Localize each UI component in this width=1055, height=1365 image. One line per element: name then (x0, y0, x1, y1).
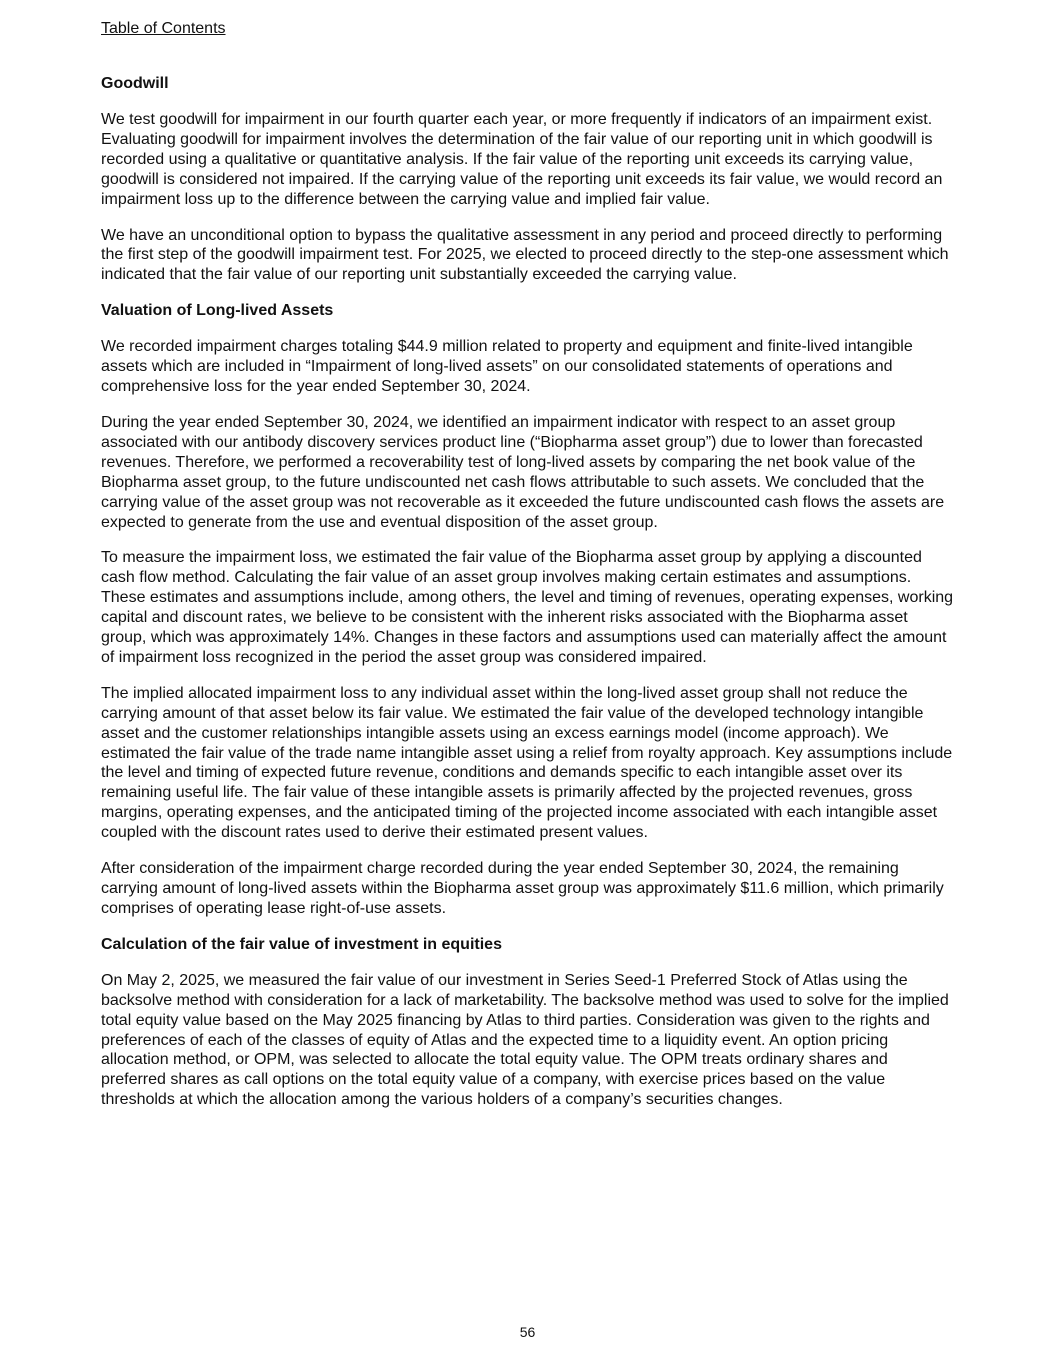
document-body (101, 74, 957, 1126)
long-lived-paragraph-2: During the year ended September 30, 2024, we identified an impairment indicator with respect to an asset group associated with our antibody discovery services product line (“Biopharma asset group”) due to lower than forecasted revenues. Therefore, we performed a recoverability test of long-lived assets by comparing the net book value of the Biopharma asset group, to the future undiscounted net cash flows attributable to such assets. We concluded that the carrying value of the asset group was not recoverable as it exceeded the future undiscounted cash flows the assets are expected to generate from the use and eventual disposition of the asset group. (101, 413, 945, 531)
equities-paragraph-1: On May 2, 2025, we measured the fair value of our investment in Series Seed-1 Preferred Stock of Atlas using the backsolve method with consideration for a lack of marketability. The backsolve method was used to solve for the implied total equity value based on the May 2025 financing by Atlas to third parties. Consideration was given to the rights and preferences of each of the classes of equity of Atlas and the expected time to a liquidity event. An option pricing allocation method, or OPM, was selected to allocate the total equity value. The OPM treats ordinary shares and preferred shares as call options on the total equity value of a company, with exercise prices based on the value thresholds at which the allocation among the various holders of a company’s securities changes. (101, 971, 949, 1109)
page-number: 56 (519, 1324, 536, 1340)
long-lived-paragraph-3: To measure the impairment loss, we estimated the fair value of the Biopharma asset group by applying a discounted cash flow method. Calculating the fair value of an asset group involves making certain estimates and assumptions. These estimates and assumptions include, among others, the level and timing of revenues, operating expenses, working capital and discount rates, we believe to be consistent with the inherent risks associated with the Biopharma asset group, which was approximately 14%. Changes in these factors and assumptions used can materially affect the amount of impairment loss recognized in the period the asset group was considered impaired. (101, 549, 954, 666)
table-of-contents-link[interactable]: Table of Contents (101, 20, 226, 37)
long-lived-paragraph-1: We recorded impairment charges totaling $44.9 million related to property and equipment and finite-lived intangible assets which are included in “Impairment of long-lived assets” on our consolidated statements of operations and comprehensive loss for the year ended September 30, 2024. (101, 338, 913, 396)
equities-heading: Calculation of the fair value of investment in equities (101, 935, 502, 953)
goodwill-paragraph-1: We test goodwill for impairment in our fourth quarter each year, or more frequently if indicators of an impairment exist. Evaluating goodwill for impairment involves the determination of the fair value of our reporting unit in which goodwill is recorded using a qualitative or quantitative analysis. If the fair value of the reporting unit exceeds its carrying value, goodwill is considered not impaired. If the carrying value of the reporting unit exceeds its fair value, we would record an impairment loss up to the difference between the carrying value and implied fair value. (101, 111, 943, 208)
long-lived-assets-heading: Valuation of Long-lived Assets (101, 302, 334, 320)
long-lived-paragraph-4: The implied allocated impairment loss to any individual asset within the long-lived asset group shall not reduce the carrying amount of that asset below its fair value. We estimated the fair value of the developed technology intangible asset and the customer relationships intangible assets using an excess earnings model (income approach). We estimated the fair value of the trade name intangible asset using a relief from royalty approach. Key assumptions include the level and timing of expected future revenue, conditions and demands specific to each intangible asset over its remaining useful life. The fair value of these intangible assets is primarily affected by the projected revenues, gross margins, operating expenses, and the anticipated timing of the projected income associated with each intangible asset coupled with the discount rates used to derive their estimated present values. (101, 684, 953, 842)
goodwill-paragraph-2: We have an unconditional option to bypass the qualitative assessment in any period and proceed directly to performing the first step of the goodwill impairment test. For 2025, we elected to proceed directly to the step-one assessment which indicated that the fair value of our reporting unit substantially exceeded the carrying value. (101, 226, 949, 284)
long-lived-paragraph-5: After consideration of the impairment charge recorded during the year ended September 30, 2024, the remaining carrying amount of long-lived assets within the Biopharma asset group was approximately $11.6 million, which primarily comprises of operating lease right-of-use assets. (101, 860, 944, 917)
goodwill-heading: Goodwill (101, 75, 169, 92)
